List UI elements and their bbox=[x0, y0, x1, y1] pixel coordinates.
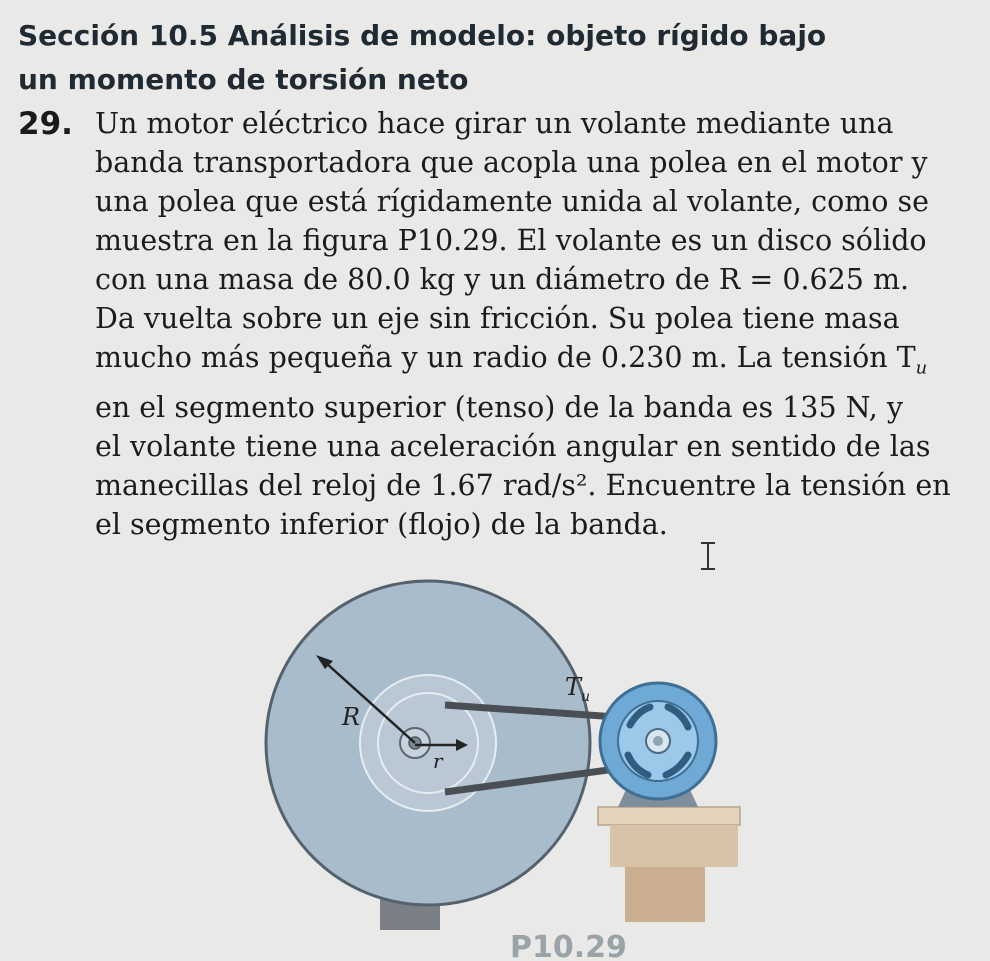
problem-line: banda transportadora que acopla una polea en el motor y bbox=[95, 146, 928, 179]
motor-base-top bbox=[598, 807, 740, 825]
section-heading bbox=[18, 14, 978, 102]
problem-line: el volante tiene una aceleración angular en sentido de las bbox=[95, 429, 931, 463]
problem-line-tension bbox=[95, 338, 975, 388]
section-title-line1: Sección 10.5 Análisis de modelo: objeto rígido bajo bbox=[18, 19, 827, 52]
motor-base-stand bbox=[610, 825, 738, 867]
problem-line-text: mucho más pequeña y un radio de 0.230 m. La tensión T bbox=[95, 341, 916, 374]
motor-base-foot bbox=[625, 867, 705, 922]
section-title-line2: un momento de torsión neto bbox=[18, 63, 469, 96]
problem-number: 29. bbox=[18, 106, 73, 142]
motor-shaft-center bbox=[653, 736, 663, 746]
label-r: r bbox=[433, 749, 443, 773]
problem-line: en el segmento superior (tenso) de la banda es 135 N, y bbox=[95, 390, 903, 424]
problem-text bbox=[95, 104, 975, 544]
problem-line: manecillas del reloj de 1.67 rad/s². Encuentre la tensión en bbox=[95, 468, 951, 502]
problem-line: con una masa de 80.0 kg y un diámetro de R = 0.625 m. bbox=[95, 263, 910, 296]
problem-line: Un motor eléctrico hace girar un volante mediante una bbox=[95, 107, 894, 140]
figure-caption: P10.29 bbox=[510, 930, 627, 961]
problem-line: una polea que está rígidamente unida al volante, como se bbox=[95, 185, 929, 218]
label-Tu: $T_u$ bbox=[565, 673, 591, 705]
problem-line: muestra en la figura P10.29. El volante es un disco sólido bbox=[95, 224, 927, 257]
problem-line: Da vuelta sobre un eje sin fricción. Su polea tiene masa bbox=[95, 302, 900, 335]
problem-line: el segmento inferior (flojo) de la banda. bbox=[95, 507, 668, 541]
label-R: R bbox=[342, 703, 361, 731]
tension-subscript: u bbox=[915, 357, 928, 379]
figure-p10-29 bbox=[230, 565, 750, 930]
